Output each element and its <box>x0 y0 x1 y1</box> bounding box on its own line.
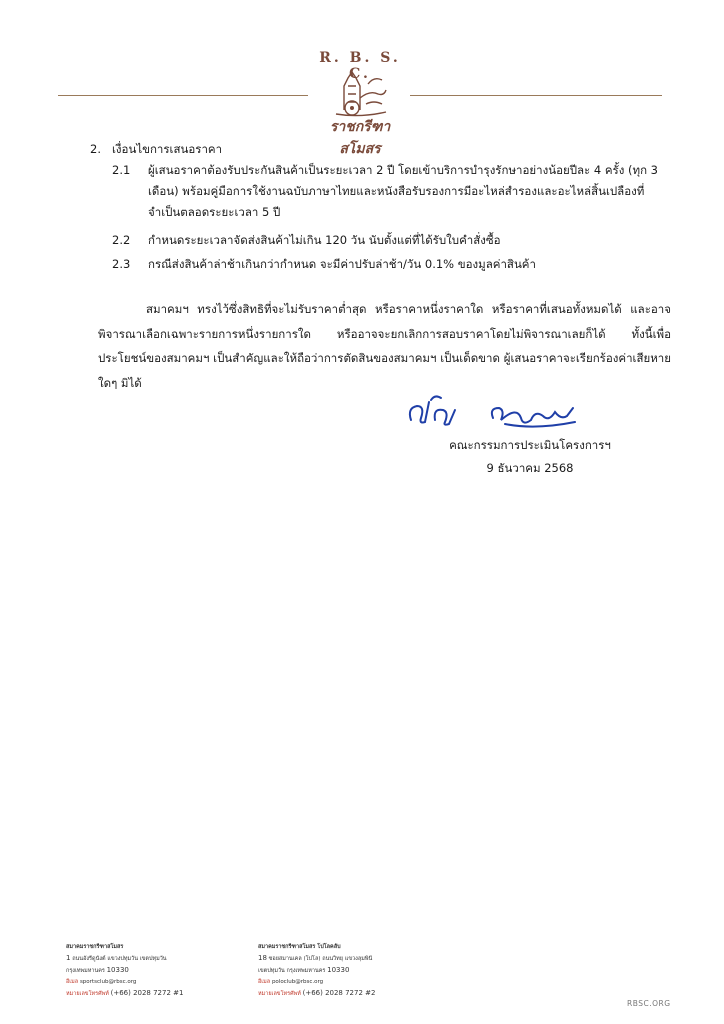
footer-title: สมาคมราชกรีฑาสโมสร <box>66 944 124 950</box>
footer-address-poloclub <box>258 942 375 1000</box>
address-city: เขตปทุมวัน กรุงเทพมหานคร <box>258 968 326 974</box>
address-zip: 10330 <box>327 966 350 974</box>
item-number: 2.1 <box>112 163 131 177</box>
chariot-emblem-icon <box>330 66 390 118</box>
header-rule-right <box>410 95 662 96</box>
terms-paragraph: สมาคมฯ ทรงไว้ซึ่งสิทธิที่จะไม่รับราคาต่ำสุด หรือราคาหนึ่งราคาใด หรือราคาที่เสนอทั้งหมดได้ และอาจพิจารณาเลือกเฉพาะรายการหนึ่งรายการใด หรืออาจจะยกเลิกการสอบราคาโดยไม่พิจารณาเลยก็ได้ ทั้งนี้เพื่อประโยชน์ของสมาคมฯ เป็นสำคัญและให้ถือว่าการตัดสินของสมาคมฯ เป็นเด็ดขาด ผู้เสนอราคาจะเรียกร้องค่าเสียหายใดๆ มิได้ <box>98 302 671 390</box>
logo-bottom-text: ราชกรีฑาสโมสร <box>329 119 391 157</box>
email-link[interactable]: poloclub@rbsc.org <box>271 979 324 985</box>
footer-address-sportsclub <box>66 942 183 1000</box>
item-text: กำหนดระยะเวลาจัดส่งสินค้าไม่เกิน 120 วัน นับตั้งแต่ที่ได้รับใบคำสั่งซื้อ <box>148 233 501 247</box>
phone-label: หมายเลขโทรศัพท์ <box>66 991 109 997</box>
document-date: 9 ธันวาคม 2568 <box>486 461 574 475</box>
item-text: กรณีส่งสินค้าล่าช้าเกินกว่ากำหนด จะมีค่าปรับล่าช้า/วัน 0.1% ของมูลค่าสินค้า <box>148 257 536 271</box>
item-number: 2.3 <box>112 257 131 271</box>
email-label: อีเมล <box>66 979 79 985</box>
address-zip: 10330 <box>106 966 129 974</box>
address-street: ถนนอังรีดูนังต์ แขวงปทุมวัน เขตปทุมวัน <box>72 956 167 962</box>
section-number: 2. <box>90 142 101 156</box>
address-city: กรุงเทพมหานคร <box>66 968 105 974</box>
footer-title: สมาคมราชกรีฑาสโมสร โปโลคลับ <box>258 944 341 950</box>
header-rule-left <box>58 95 308 96</box>
logo-top-text: R. B. S. C. <box>319 50 401 82</box>
email-link[interactable]: sportsclub@rbsc.org <box>79 979 137 985</box>
phone-label: หมายเลขโทรศัพท์ <box>258 991 301 997</box>
address-street: ซอยสมานเคล (โปโล) ถนนวิทยุ แขวงลุมพินี <box>268 956 373 962</box>
item-number: 2.2 <box>112 233 131 247</box>
rbsc-logo <box>310 50 410 157</box>
phone-number: (+66) 2028 7272 #1 <box>110 989 184 997</box>
committee-caption: คณะกรรมการประเมินโครงการฯ <box>449 438 611 452</box>
handwritten-signature <box>405 390 605 439</box>
website-link[interactable]: RBSC.ORG <box>627 999 671 1008</box>
item-text: ผู้เสนอราคาต้องรับประกันสินค้าเป็นระยะเวลา 2 ปี โดยเข้าบริการบำรุงรักษาอย่างน้อยปีละ 4 ครั้ง (ทุก 3 เดือน) พร้อมคู่มือการใช้งานฉบับภาษาไทยและหนังสือรับรองการมีอะไหล่สำรองและอะไหล่สิ้นเปลืองที่จำเป็นตลอดระยะเวลา 5 ปี <box>148 163 659 219</box>
address-number: 18 <box>258 954 267 962</box>
email-label: อีเมล <box>258 979 271 985</box>
section-title: เงื่อนไขการเสนอราคา <box>112 142 223 156</box>
address-number: 1 <box>66 954 71 962</box>
phone-number: (+66) 2028 7272 #2 <box>302 989 376 997</box>
